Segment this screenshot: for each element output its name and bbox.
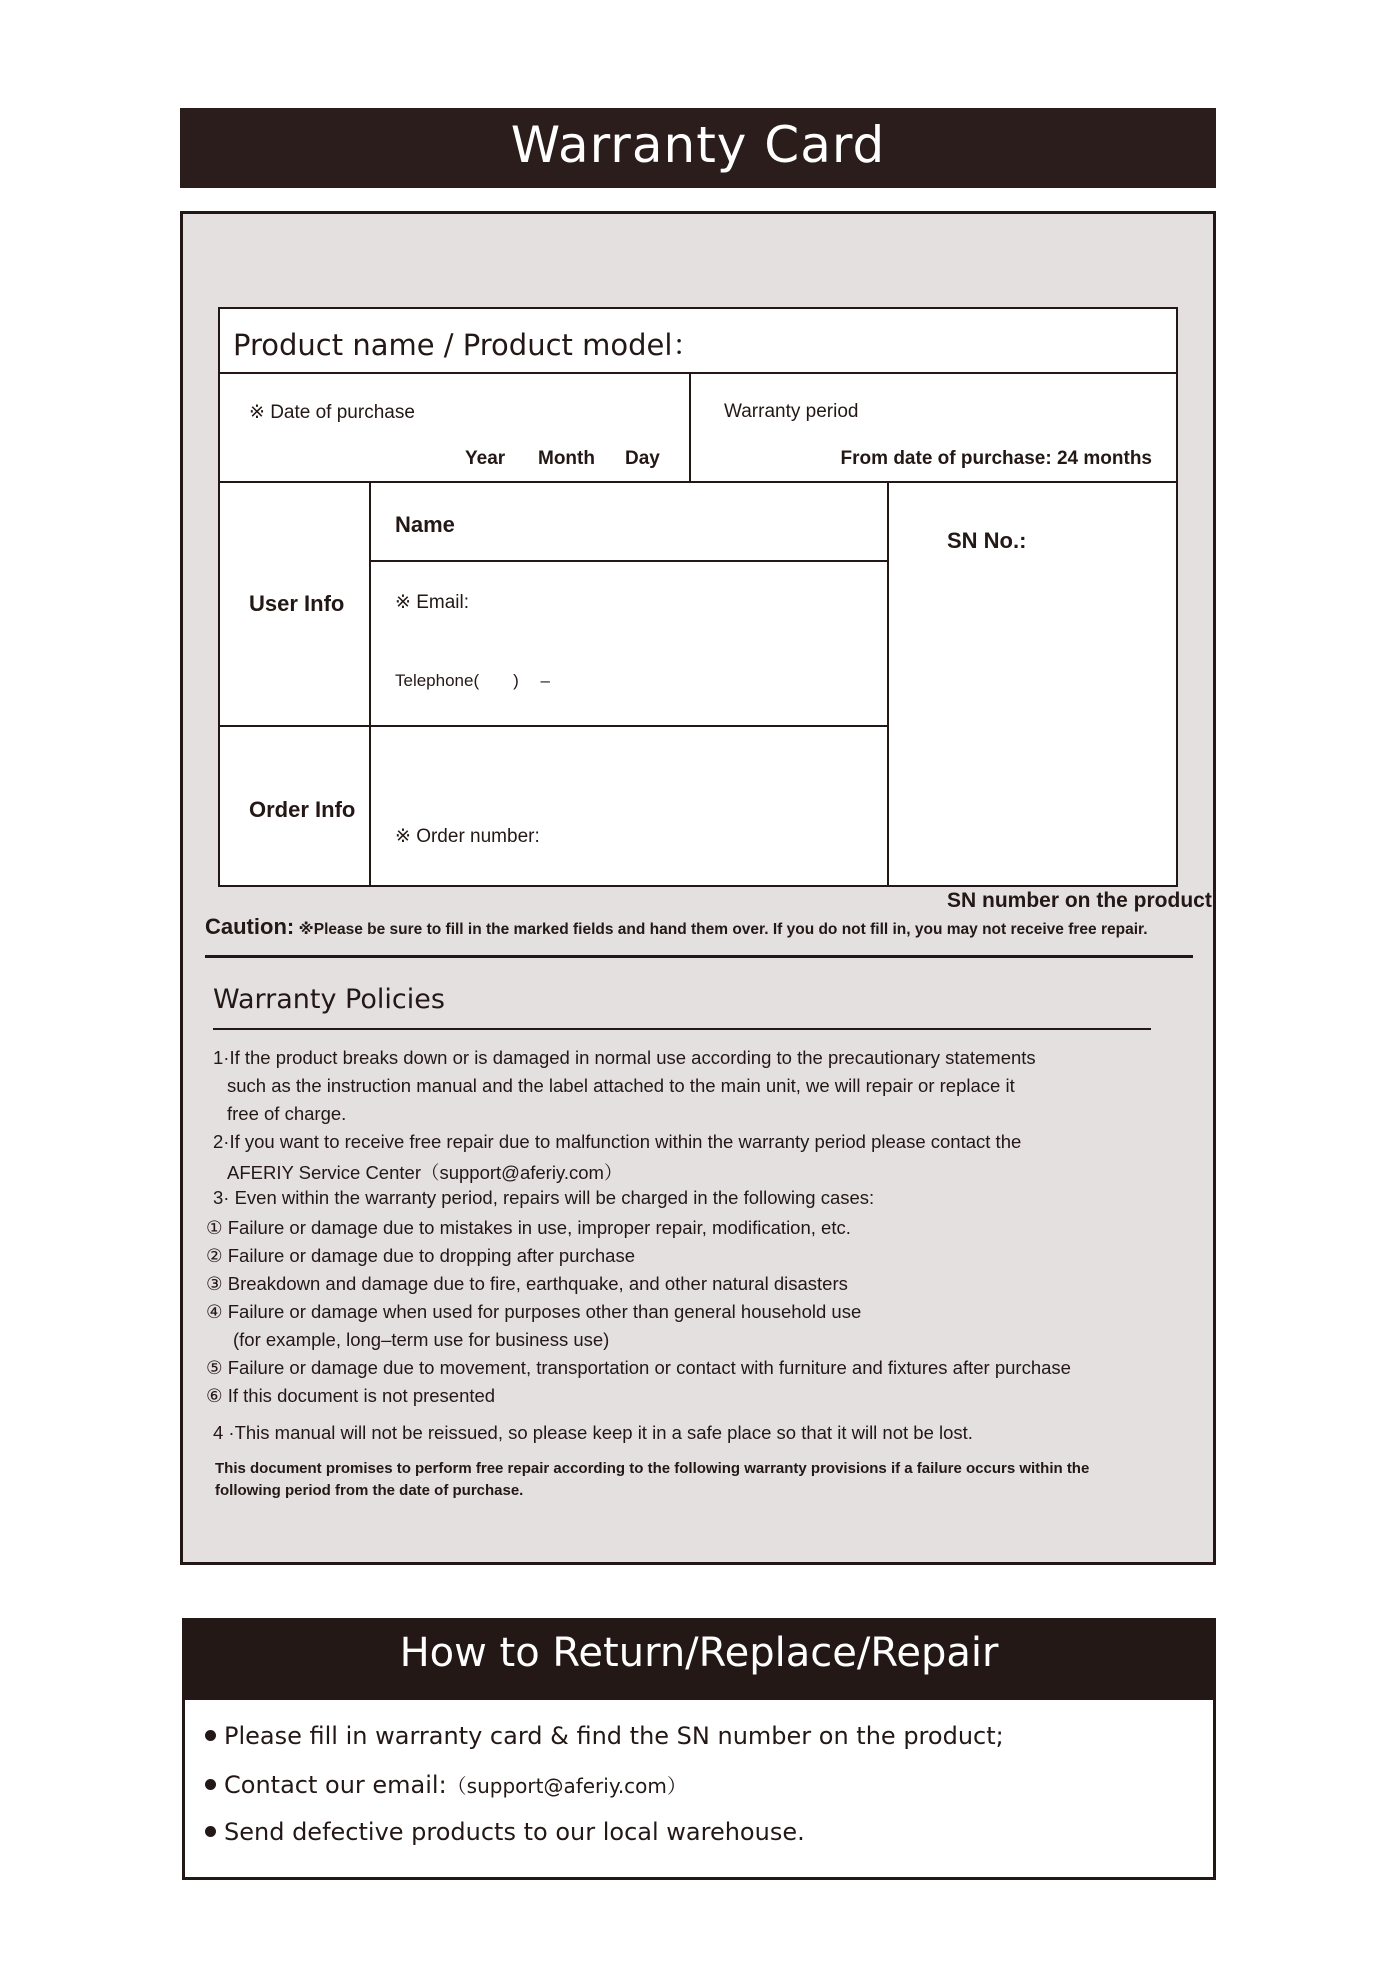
page-title: Warranty Card [510, 116, 886, 174]
product-name-label: Product name / Product model： [233, 328, 702, 362]
policy-line: free of charge. [227, 1103, 347, 1124]
warranty-period-cell [689, 372, 1178, 483]
sn-note: SN number on the product [947, 889, 1212, 912]
order-number-label: ※ Order number: [395, 826, 540, 847]
sn-no-label: SN No.: [947, 528, 1027, 553]
warranty-period-value: From date of purchase: 24 months [840, 448, 1152, 469]
order-number-field[interactable] [369, 725, 889, 887]
policy-line: ③ Breakdown and damage due to fire, earthquake, and other natural disasters [206, 1273, 848, 1294]
product-name-row [218, 307, 1178, 374]
bullet-icon [205, 1730, 216, 1741]
policy-note: following period from the date of purchase. [215, 1482, 524, 1499]
name-field[interactable] [369, 481, 889, 562]
policy-line: 1·If the product breaks down or is damaged in normal use according to the precautionary statements [213, 1047, 1036, 1068]
date-of-purchase-cell[interactable] [218, 372, 691, 483]
policy-note: This document promises to perform free repair according to the following warranty provisions if a failure occurs within the [215, 1460, 1090, 1477]
caution-divider [205, 955, 1193, 958]
return-item-text: Send defective products to our local warehouse. [224, 1818, 805, 1846]
policies-divider [213, 1028, 1151, 1030]
date-of-purchase-label: ※ Date of purchase [249, 402, 415, 423]
return-heading: How to Return/Replace/Repair [399, 1630, 999, 1676]
caution-text: ※Please be sure to fill in the marked fields and hand them over. If you do not fill in, you may not receive free repair. [298, 921, 1148, 938]
policy-line: AFERIY Service Center（support@aferiy.com） [227, 1162, 623, 1183]
bullet-icon [205, 1826, 216, 1837]
month-label: Month [538, 448, 595, 469]
name-label: Name [395, 512, 455, 537]
policy-line: (for example, long–term use for business use) [233, 1329, 610, 1350]
policy-line: 2·If you want to receive free repair due to malfunction within the warranty period please contact the [213, 1131, 1022, 1152]
email-label: ※ Email: [395, 592, 469, 613]
user-info-cell [218, 481, 371, 727]
policies-heading: Warranty Policies [213, 984, 445, 1015]
return-item-text: Please fill in warranty card & find the SN number on the product; [224, 1722, 1004, 1750]
return-item-text: Contact our email: [224, 1771, 447, 1799]
order-info-cell [218, 725, 371, 887]
telephone-label: Telephone( ) – [395, 671, 550, 690]
support-email-link[interactable]: （support@aferiy.com） [446, 1774, 687, 1798]
policy-line: ④ Failure or damage when used for purposes other than general household use [206, 1301, 862, 1322]
caution-label: Caution: [205, 914, 295, 939]
return-item [205, 1722, 1004, 1750]
return-item [205, 1818, 805, 1846]
year-label: Year [465, 448, 506, 469]
day-label: Day [625, 448, 660, 469]
policy-line: ⑥ If this document is not presented [206, 1385, 496, 1406]
order-info-label: Order Info [249, 797, 356, 822]
policy-line: 4 ·This manual will not be reissued, so please keep it in a safe place so that it will not be lost. [213, 1422, 973, 1443]
title-bar [180, 108, 1216, 188]
return-header [182, 1618, 1216, 1700]
return-item [205, 1770, 687, 1799]
contact-field[interactable] [369, 560, 889, 727]
warranty-period-label: Warranty period [724, 401, 859, 422]
policy-line: ⑤ Failure or damage due to movement, transportation or contact with furniture and fixtures after purchase [206, 1357, 1071, 1378]
policy-line: such as the instruction manual and the label attached to the main unit, we will repair or replace it [227, 1075, 1015, 1096]
user-info-label: User Info [249, 591, 345, 616]
caution [205, 914, 1148, 940]
sn-no-field[interactable] [887, 481, 1178, 887]
policy-line: ① Failure or damage due to mistakes in use, improper repair, modification, etc. [206, 1217, 851, 1238]
policy-line: 3· Even within the warranty period, repairs will be charged in the following cases: [213, 1187, 875, 1208]
bullet-icon [205, 1779, 216, 1790]
policy-line: ② Failure or damage due to dropping after purchase [206, 1245, 635, 1266]
